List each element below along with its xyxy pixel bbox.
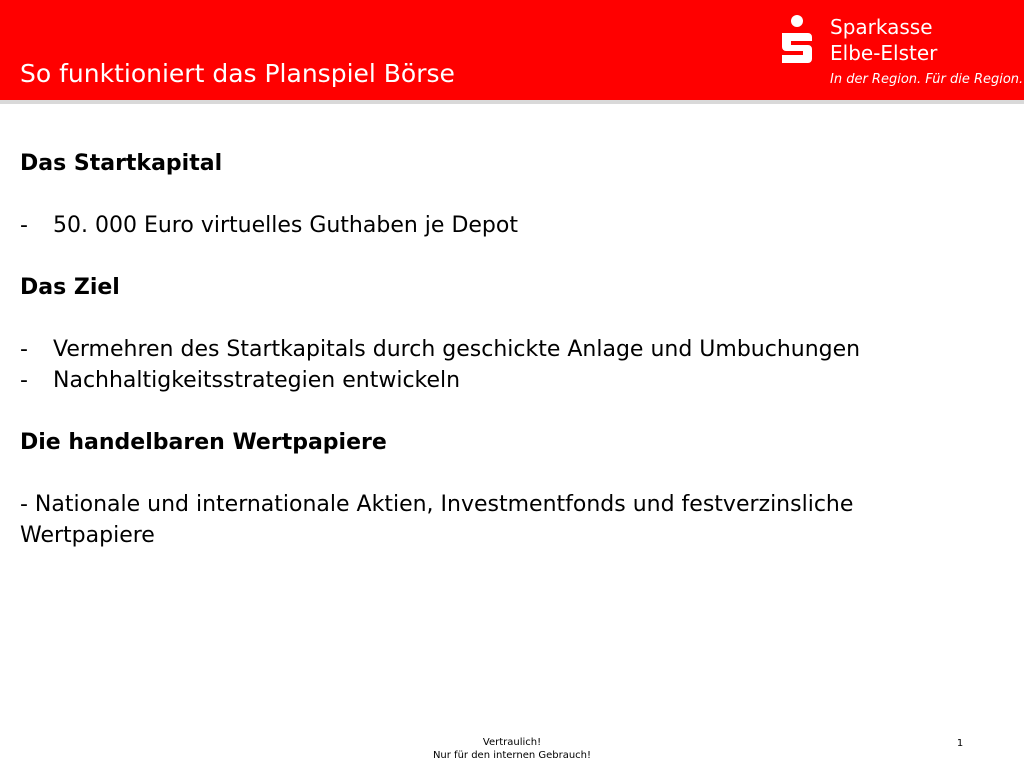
bullet-dash: - [20,368,28,393]
brand-name-line-2: Elbe-Elster [830,41,938,65]
section-heading-wertpapiere: Die handelbaren Wertpapiere [20,430,387,455]
slide-title: So funktioniert das Planspiel Börse [20,59,455,88]
slide-content [20,148,980,551]
header-divider [0,100,1024,104]
section-heading-startkapital: Das Startkapital [20,151,223,176]
sparkasse-s-logo-icon [778,14,816,64]
brand-slogan: In der Region. Für die Region. [830,72,1024,87]
bullet-item [20,334,980,365]
bullet-item [20,210,980,241]
section-heading-ziel: Das Ziel [20,275,120,300]
footer-line-1: Vertraulich! [482,737,542,748]
bullet-text: Vermehren des Startkapitals durch geschickte Anlage und Umbuchungen [53,337,861,362]
bullet-item [20,365,980,396]
bullet-dash: - [20,213,28,238]
bullet-text: 50. 000 Euro virtuelles Guthaben je Depot [53,213,518,238]
page-number: 1 [956,738,964,749]
bullet-item: - Nationale und internationale Aktien, Investmentfonds und festverzinsliche Wertpapiere [20,492,854,548]
brand-name-line-1: Sparkasse [830,15,933,39]
footer-line-2: Nur für den internen Gebrauch! [432,750,592,761]
bullet-dash: - [20,337,28,362]
bullet-text: Nachhaltigkeitsstrategien entwickeln [53,368,461,393]
header-bar [0,0,1024,100]
footer-confidential [362,736,662,762]
